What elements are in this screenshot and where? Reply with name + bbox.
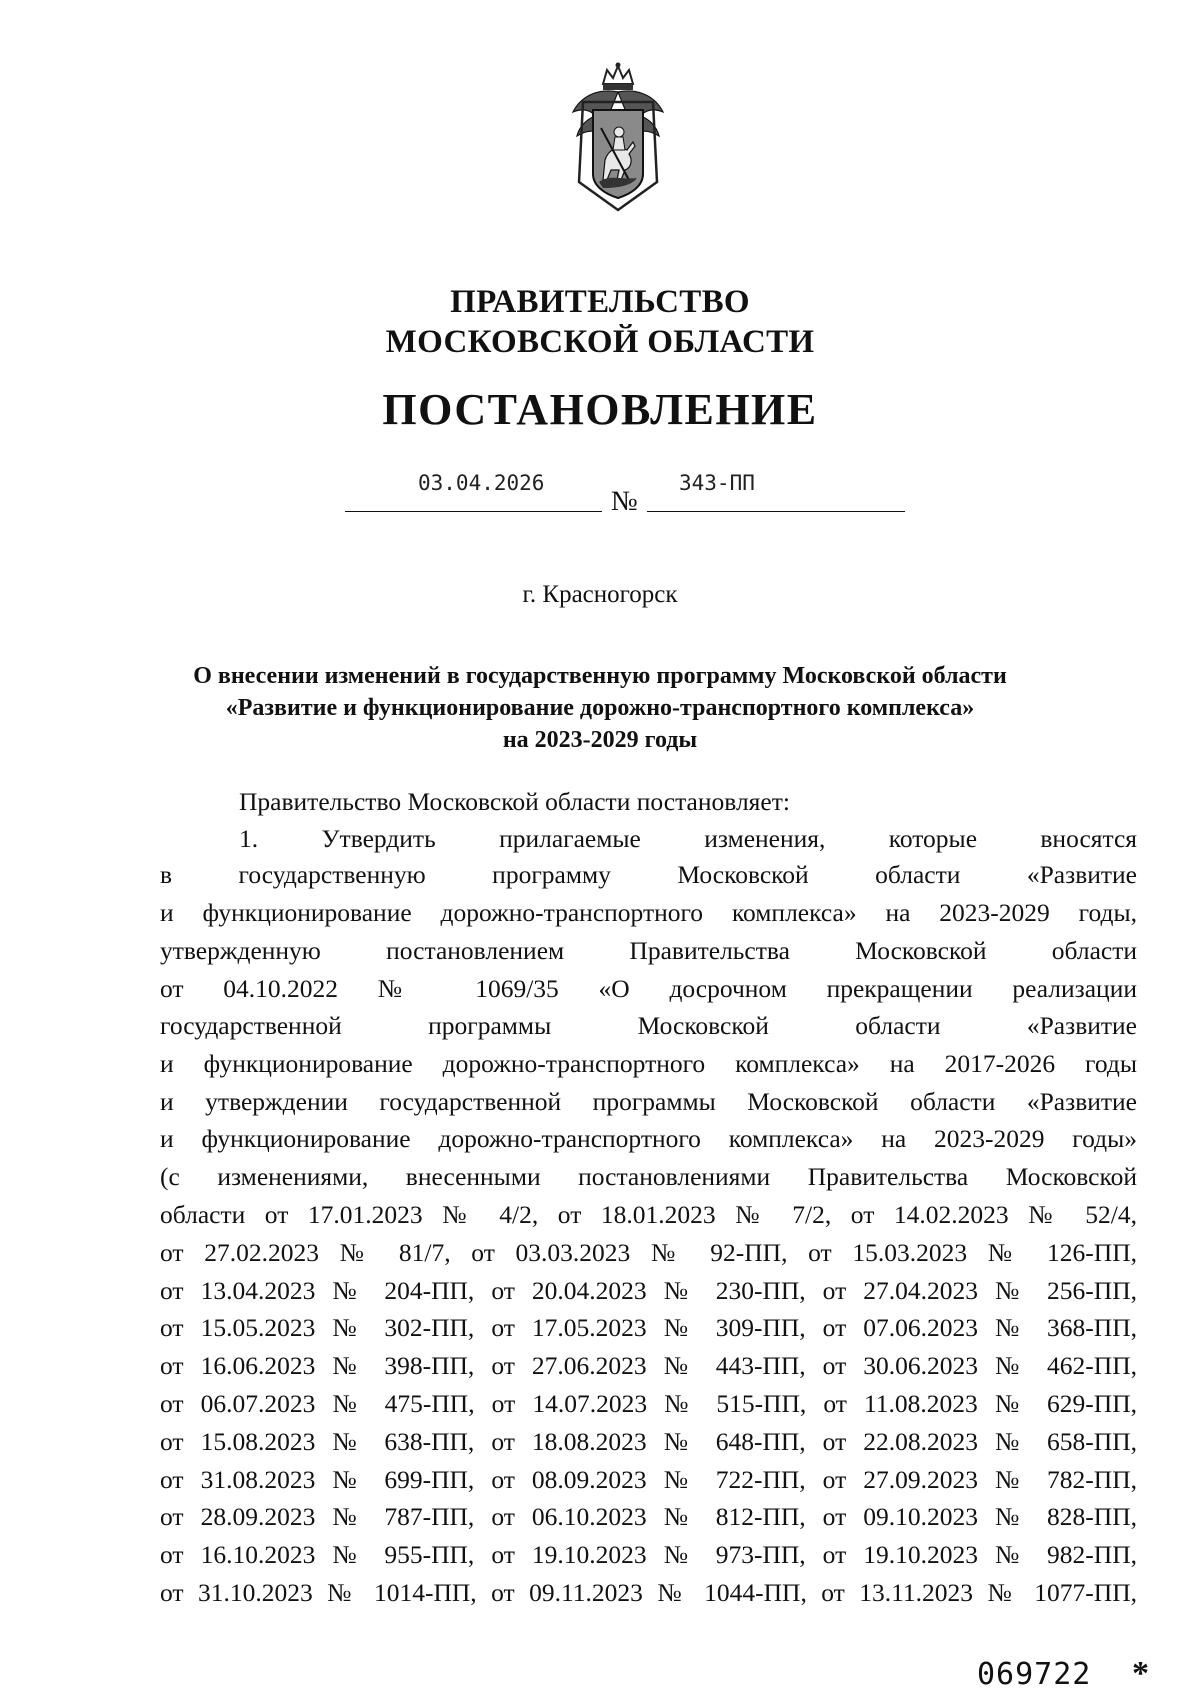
- number-sign: №: [611, 486, 638, 517]
- body-line: и функционирование дорожно-транспортного комплекса» на 2023-2029 годы»: [160, 1124, 1137, 1153]
- org-name-line1: ПРАВИТЕЛЬСТВО: [450, 284, 750, 320]
- body-line: 1. Утвердить прилагаемые изменения, которые вносятся: [239, 824, 1137, 853]
- document-date: 03.04.2026: [418, 471, 545, 495]
- body-line: и функционирование дорожно-транспортного комплекса» на 2017-2026 годы: [160, 1049, 1137, 1078]
- body-line: от 13.04.2023 № 204-ПП, от 20.04.2023 № 230-ПП, от 27.04.2023 № 256-ПП,: [160, 1276, 1137, 1305]
- coat-of-arms-emblem: [563, 62, 673, 214]
- body-line: области от 17.01.2023 № 4/2, от 18.01.2023 № 7/2, от 14.02.2023 № 52/4,: [160, 1200, 1137, 1229]
- body-line: от 04.10.2022 № 1069/35 «О досрочном прекращении реализации: [160, 974, 1137, 1003]
- body-line: от 31.08.2023 № 699-ПП, от 08.09.2023 № 722-ПП, от 27.09.2023 № 782-ПП,: [160, 1465, 1137, 1494]
- date-underline: [345, 511, 602, 512]
- body-line: от 28.09.2023 № 787-ПП, от 06.10.2023 № 812-ПП, от 09.10.2023 № 828-ПП,: [160, 1502, 1137, 1531]
- body-line: от 16.10.2023 № 955-ПП, от 19.10.2023 № 973-ПП, от 19.10.2023 № 982-ПП,: [160, 1540, 1137, 1569]
- body-line: и функционирование дорожно-транспортного комплекса» на 2023-2029 годы,: [160, 898, 1137, 927]
- document-title-line2: «Развитие и функционирование дорожно-транспортного комплекса»: [225, 695, 975, 721]
- serial-number: 069722: [977, 1657, 1092, 1692]
- serial-mark: *: [1132, 1655, 1149, 1692]
- body-line: (с изменениями, внесенными постановлениями Правительства Московской: [160, 1162, 1137, 1191]
- body-line: от 06.07.2023 № 475-ПП, от 14.07.2023 № 515-ПП, от 11.08.2023 № 629-ПП,: [160, 1389, 1137, 1418]
- body-line: от 27.02.2023 № 81/7, от 03.03.2023 № 92-ПП, от 15.03.2023 № 126-ПП,: [160, 1238, 1137, 1267]
- body-line: в государственную программу Московской области «Развитие: [160, 860, 1137, 889]
- city-name: г. Красногорск: [522, 581, 678, 608]
- document-title-line1: О внесении изменений в государственную программу Московской области: [193, 663, 1007, 689]
- body-intro: Правительство Московской области постановляет:: [239, 787, 790, 816]
- body-line: утвержденную постановлением Правительства Московской области: [160, 936, 1137, 965]
- body-line: от 15.05.2023 № 302-ПП, от 17.05.2023 № 309-ПП, от 07.06.2023 № 368-ПП,: [160, 1313, 1137, 1342]
- document-type-heading: ПОСТАНОВЛЕНИЕ: [382, 385, 818, 434]
- body-line: от 16.06.2023 № 398-ПП, от 27.06.2023 № 443-ПП, от 30.06.2023 № 462-ПП,: [160, 1351, 1137, 1380]
- body-line: и утверждении государственной программы Московской области «Развитие: [160, 1087, 1137, 1116]
- body-line: государственной программы Московской области «Развитие: [160, 1011, 1137, 1040]
- body-line: от 31.10.2023 № 1014-ПП, от 09.11.2023 № 1044-ПП, от 13.11.2023 № 1077-ПП,: [160, 1578, 1137, 1607]
- document-title-line3: на 2023-2029 годы: [502, 727, 698, 753]
- org-name-line2: МОСКОВСКОЙ ОБЛАСТИ: [385, 324, 815, 360]
- document-number: 343-ПП: [679, 471, 755, 495]
- body-line: от 15.08.2023 № 638-ПП, от 18.08.2023 № 648-ПП, от 22.08.2023 № 658-ПП,: [160, 1427, 1137, 1456]
- number-underline: [647, 511, 905, 512]
